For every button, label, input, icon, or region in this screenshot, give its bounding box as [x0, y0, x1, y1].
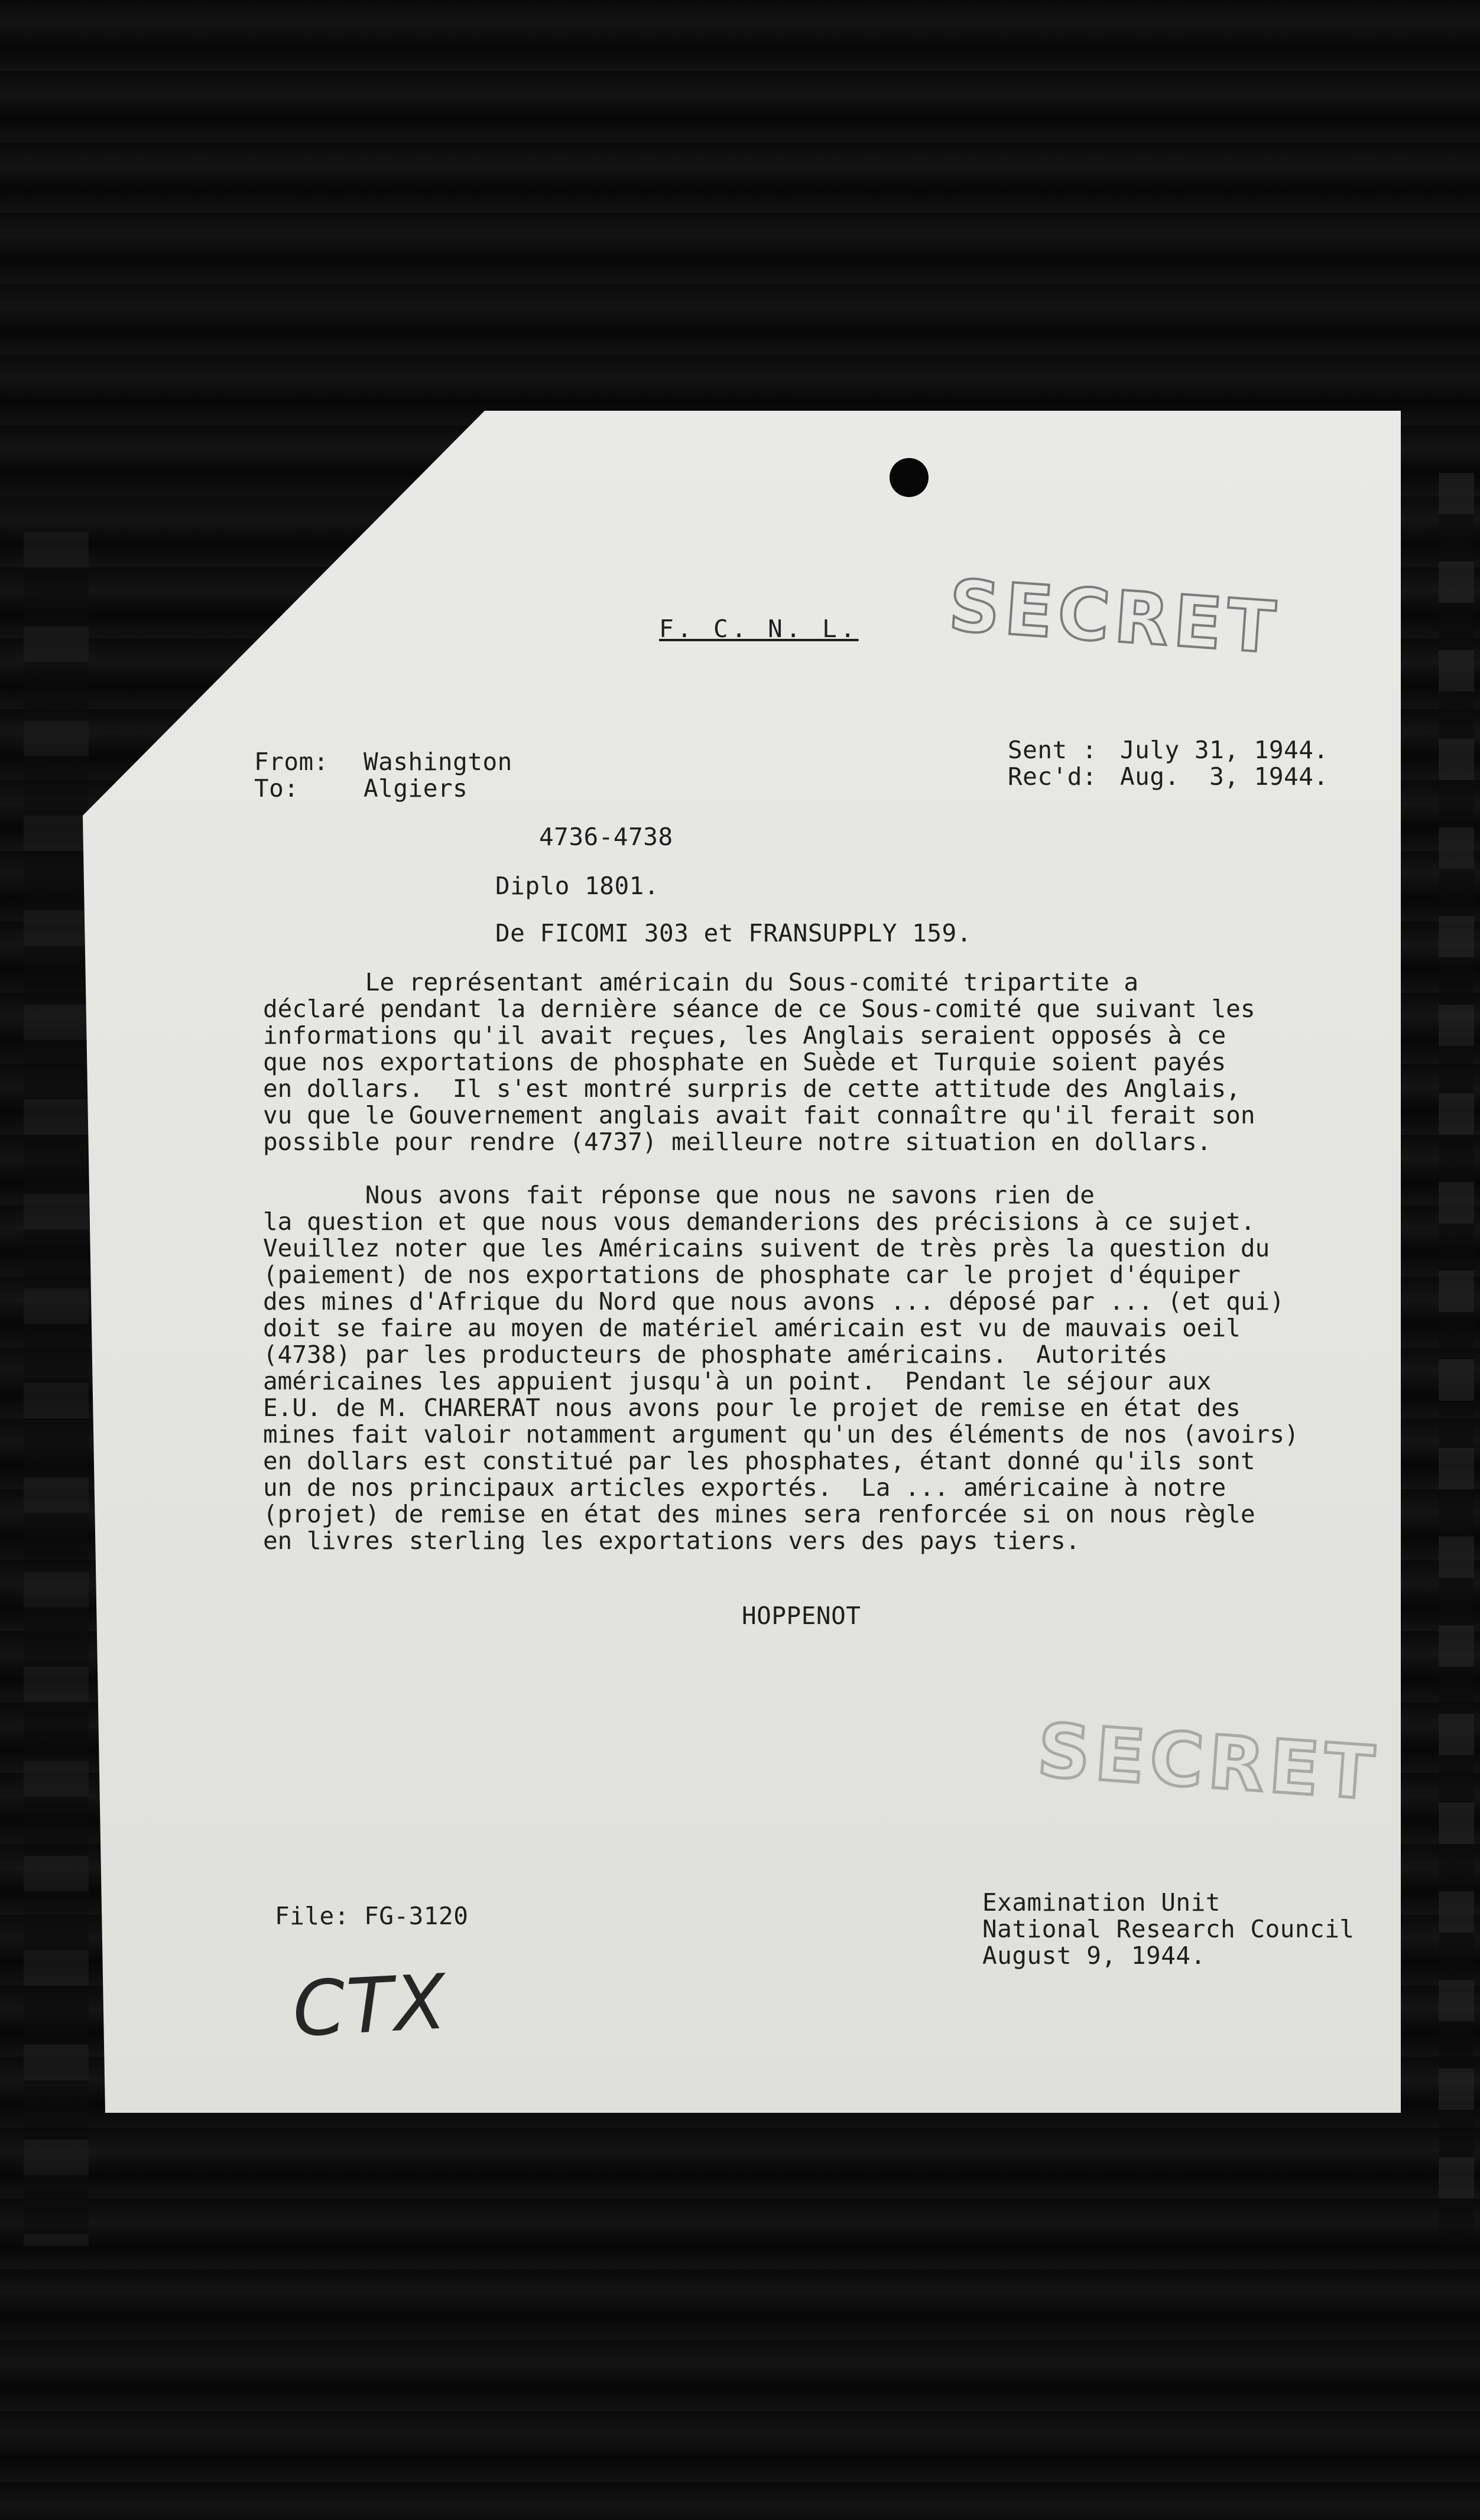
sent-label: Sent : [1008, 736, 1098, 764]
paragraph-2-line: E.U. de M. CHARERAT nous avons pour le projet de remise en état des [263, 1394, 1241, 1422]
sent-value: July 31, 1944. [1120, 736, 1329, 764]
paragraph-2-line: Veuillez noter que les Américains suivent de très près la question du [263, 1234, 1270, 1262]
origin-line: De FICOMI 303 et FRANSUPPLY 159. [495, 919, 972, 947]
secret-stamp-bottom: SECRET [1034, 1708, 1382, 1817]
paragraph-1-line: que nos exportations de phosphate en Suède et Turquie soient payés [263, 1048, 1226, 1076]
paragraph-1-line: possible pour rendre (4737) meilleure notre situation en dollars. [263, 1128, 1212, 1156]
paragraph-2-line: des mines d'Afrique du Nord que nous avons ... déposé par ... (et qui) [263, 1287, 1284, 1316]
document-header: F. C. N. L. [659, 615, 859, 643]
film-edge-left [24, 532, 89, 2246]
diplo-number: Diplo 1801. [495, 872, 660, 900]
file-reference: File: FG-3120 [275, 1902, 469, 1930]
from-label: From: [254, 748, 329, 776]
paragraph-1-line: en dollars. Il s'est montré surpris de cette attitude des Anglais, [263, 1074, 1241, 1103]
from-value: Washington [363, 748, 512, 776]
paragraph-2-line: la question et que nous vous demanderions des précisions à ce sujet. [263, 1207, 1255, 1236]
paragraph-2-line: en livres sterling les exportations vers des pays tiers. [263, 1527, 1080, 1555]
secret-stamp-top: SECRET [946, 564, 1283, 670]
film-edge-right [1439, 473, 1474, 2246]
signature: HOPPENOT [742, 1602, 861, 1630]
paragraph-1-line: vu que le Gouvernement anglais avait fait connaître qu'il ferait son [263, 1101, 1255, 1129]
footer-line-1: Examination Unit [982, 1888, 1221, 1917]
paragraph-1 [263, 969, 1255, 1155]
paragraph-2-line: (paiement) de nos exportations de phosphate car le projet d'équiper [263, 1261, 1241, 1289]
footer-line-3: August 9, 1944. [982, 1941, 1206, 1970]
paragraph-2-line: mines fait valoir notamment argument qu'un des éléments de nos (avoirs) [263, 1420, 1299, 1449]
paragraph-2-line: (projet) de remise en état des mines sera renforcée si on nous règle [263, 1500, 1255, 1528]
to-label: To: [254, 774, 299, 803]
paragraph-2-line: un de nos principaux articles exportés. La ... américaine à notre [263, 1473, 1226, 1502]
paragraph-2-line: (4738) par les producteurs de phosphate américains. Autorités [263, 1340, 1168, 1369]
paragraph-2-line: Nous avons fait réponse que nous ne savons rien de [263, 1181, 1095, 1209]
paragraph-2-line: américaines les appuient jusqu'à un point. Pendant le séjour aux [263, 1367, 1212, 1395]
paragraph-2-line: doit se faire au moyen de matériel américain est vu de mauvais oeil [263, 1314, 1241, 1342]
paragraph-1-line: déclaré pendant la dernière séance de ce Sous-comité que suivant les [263, 995, 1255, 1023]
received-value: Aug. 3, 1944. [1120, 762, 1329, 791]
to-value: Algiers [363, 774, 468, 803]
paragraph-1-line: Le représentant américain du Sous-comité tripartite a [263, 968, 1139, 996]
received-label: Rec'd: [1008, 762, 1098, 791]
message-numbers: 4736-4738 [539, 823, 673, 851]
paragraph-2 [263, 1182, 1299, 1554]
footer-line-2: National Research Council [982, 1915, 1355, 1943]
paragraph-1-line: informations qu'il avait reçues, les Anglais seraient opposés à ce [263, 1021, 1226, 1050]
punch-hole [890, 458, 929, 497]
paragraph-2-line: en dollars est constitué par les phosphates, étant donné qu'ils sont [263, 1447, 1255, 1475]
handwritten-annotation: CTX [290, 1958, 449, 2054]
